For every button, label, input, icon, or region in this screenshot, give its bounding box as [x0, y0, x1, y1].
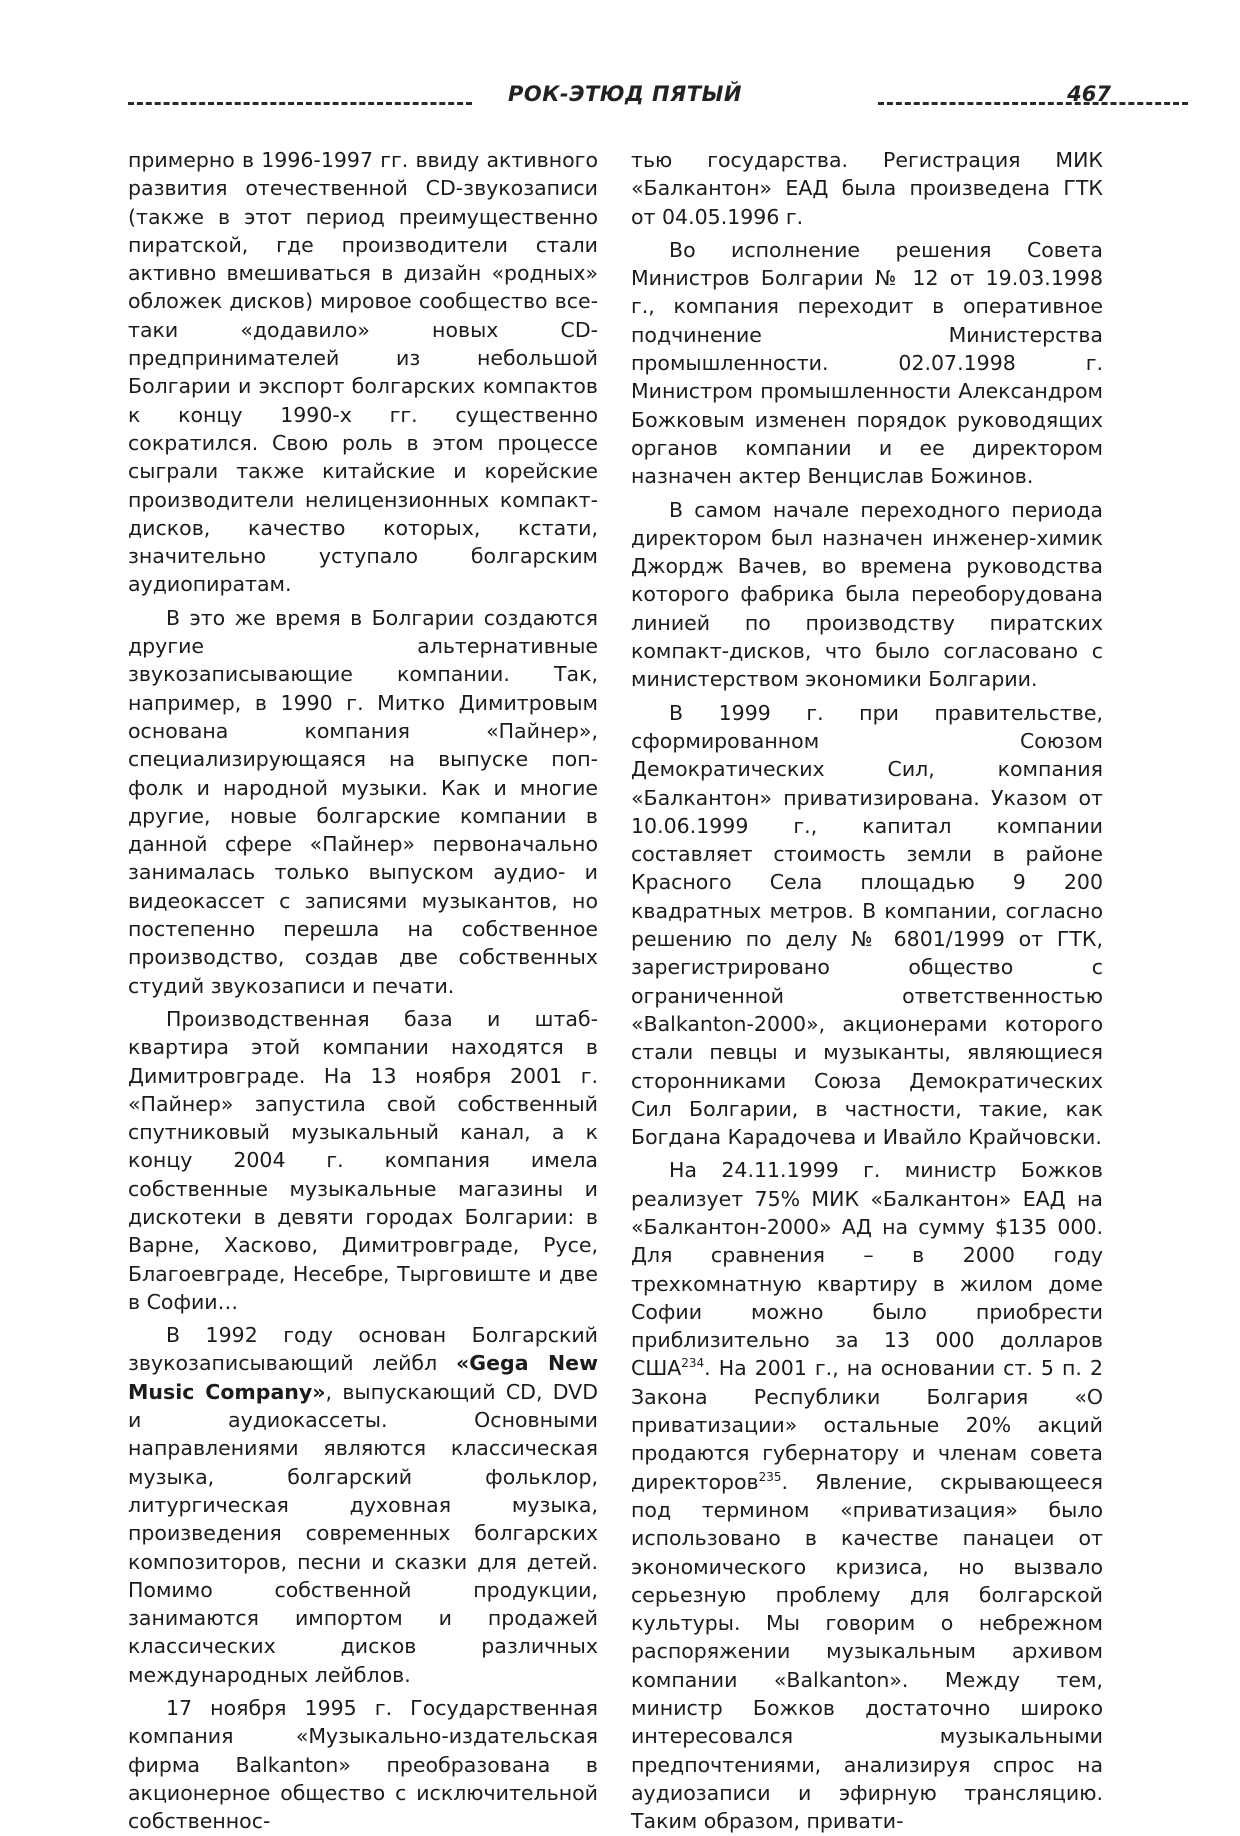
paragraph [631, 1156, 1103, 1835]
text-run: . На 2001 г., на основании ст. 5 п. 2 Закона Республики Болгария «О приватизации» остальные 20% акций продаются губернатору и членам совета директоров [631, 1356, 1103, 1494]
paragraph: В это же время в Болгарии создаются другие альтернативные звукозаписывающие компании. Так, например, в 1990 г. Митко Димитровым основана компания «Пайнер», специализирующаяся на выпуске поп-фолк и народной музыки. Как и многие другие, новые болгарские компании в данной сфере «Пайнер» первоначально занималась только выпуском аудио- и видеокассет с записями музыкантов, но постепенно перешла на собственное производство, создав две собственных студий звукозаписи и печати. [128, 605, 598, 998]
paragraph: В самом начале переходного периода директором был назначен инженер-химик Джордж Вачев, во времена руководства которого фабрика была переоборудована линией по производству пиратских компакт-дисков, что было согласовано с министерством экономики Болгарии. [631, 497, 1103, 692]
footnote-ref: 235 [758, 1469, 782, 1484]
header-rule-right [878, 102, 1188, 105]
paragraph: тью государства. Регистрация МИК «Балкантон» ЕАД была произведена ГТК от 04.05.1996 г. [631, 148, 1103, 229]
text-run: . Явление, скрывающееся под термином «приватизация» было использовано в качестве панацеи от экономического кризиса, но вызвало серьезную проблему для болгарской культуры. Мы говорим о небрежном распоряжении музыкальным архивом компании «Balkanton». Между тем, министр Божков достаточно широко интересовался музыкальными предпочтениями, анализируя спрос на аудиозаписи и эфирную трансляцию. Таким образом, привати- [631, 1469, 1103, 1834]
text-run: На 24.11.1999 г. министр Божков реализует 75% МИК «Балкантон» ЕАД на «Балкантон-2000» АД на сумму $135 000. Для сравнения – в 2000 году трехкомнатную квартиру в жилом доме Софии можно было приобрести приблизительно за 13 000 долларов США [631, 1158, 1103, 1381]
paragraph: Производственная база и штаб-квартира этой компании находятся в Димитровграде. На 13 ноября 2001 г. «Пайнер» запустила свой собственный спутниковый музыкальный канал, а к концу 2004 г. компания имела собственные музыкальные магазины и дискотеки в девяти городах Болгарии: в Варне, Хасково, Димитровграде, Русе, Благоевграде, Несебре, Тырговиште и две в Софии… [128, 1006, 598, 1314]
paragraph: примерно в 1996-1997 гг. ввиду активного развития отечественной CD-звукозаписи (также в этот период преимущественно пиратской, где производители стали активно вмешиваться в дизайн «родных» обложек дисков) мировое сообщество все-таки «додавило» новых CD-предпринимателей из небольшой Болгарии и экспорт болгарских компактов к концу 1990-х гг. существенно сократился. Свою роль в этом процессе сыграли также китайские и корейские производители нелицензионных компакт-дисков, качество которых, кстати, значительно уступало болгарским аудиопиратам. [128, 148, 598, 597]
paragraph: Во исполнение решения Совета Министров Болгарии № 12 от 19.03.1998 г., компания переходит в оперативное подчинение Министерства промышленности. 02.07.1998 г. Министром промышленности Александром Божковым изменен порядок руководящих органов компании и ее директором назначен актер Венцислав Божинов. [631, 237, 1103, 489]
right-column [631, 146, 1103, 1836]
text-run: В 1992 году основан Болгарский звукозаписывающий лейбл [128, 1323, 598, 1376]
label-name-bold: «Gega New Music Company» [128, 1351, 599, 1404]
header-rule-left [128, 102, 472, 105]
footnote-ref: 234 [681, 1356, 705, 1371]
paragraph: В 1999 г. при правительстве, сформированном Союзом Демократических Сил, компания «Балкантон» приватизирована. Указом от 10.06.1999 г., капитал компании составляет стоимость земли в районе Красного Села площадью 9 200 квадратных метров. В компании, согласно решению по делу № 6801/1999 от ГТК, зарегистрировано общество с ограниченной ответственностью «Balkanton-2000», акционерами которого стали певцы и музыканты, являющиеся сторонниками Союза Демократических Сил Болгарии, в частности, такие, как Богдана Карадочева и Ивайло Крайчовски. [631, 700, 1103, 1150]
running-title: РОК-ЭТЮД ПЯТЫЙ [508, 82, 742, 106]
text-run: , выпускающий CD, DVD и аудиокассеты. Основными направлениями являются классическая музыка, болгарский фольклор, литургическая духовная музыка, произведения современных болгарских композиторов, песни и сказки для детей. Помимо собственной продукции, занимаются импортом и продажей классических дисков различных международных лейблов. [128, 1379, 598, 1687]
paragraph: 17 ноября 1995 г. Государственная компания «Музыкально-издательская фирма Balkanton» преобразована в акционерное общество с исключительной собственнос- [128, 1696, 598, 1834]
left-column [128, 146, 598, 1836]
running-header [128, 82, 1111, 118]
paragraph [128, 1321, 598, 1689]
page-number: 467 [1067, 82, 1111, 106]
